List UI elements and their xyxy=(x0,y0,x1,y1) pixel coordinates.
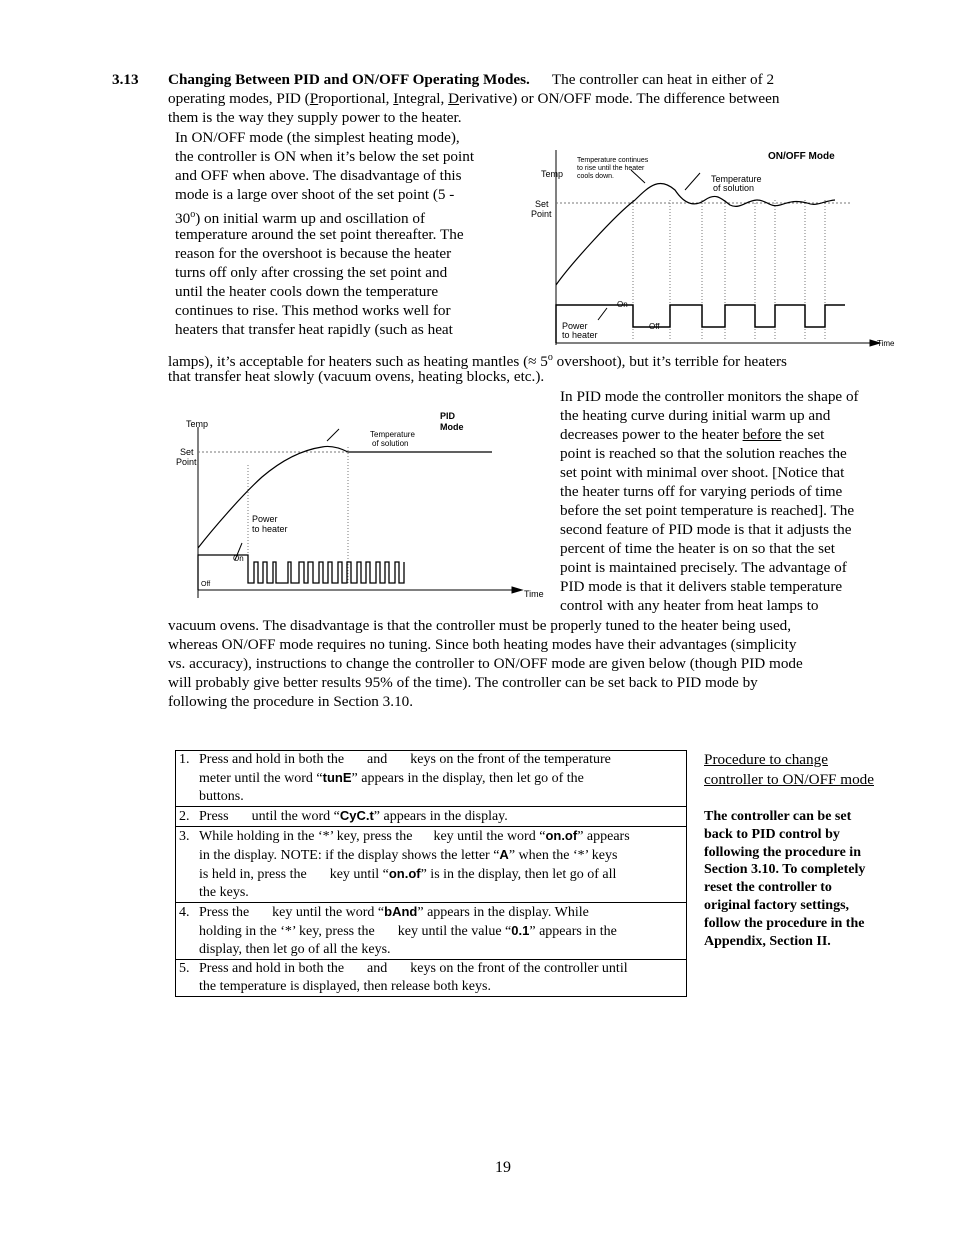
svg-text:Point: Point xyxy=(531,209,552,219)
svg-text:Temperature continues: Temperature continues xyxy=(577,157,649,164)
svg-text:On: On xyxy=(617,300,628,309)
svg-text:Off: Off xyxy=(201,581,211,588)
pid-temperature-curve xyxy=(198,446,492,548)
svg-text:Set: Set xyxy=(535,199,549,209)
section-number: 3.13 xyxy=(112,71,139,88)
sidebar-heading-2: controller to ON/OFF mode xyxy=(704,771,874,788)
section-heading xyxy=(112,70,139,89)
onoff-chart-title: ON/OFF Mode xyxy=(768,151,835,162)
svg-text:Temp: Temp xyxy=(541,169,564,179)
svg-text:PID: PID xyxy=(440,411,456,421)
svg-text:Off: Off xyxy=(649,322,660,331)
step-row-1: 1. Press and hold in both the and keys on the front of the temperature meter until the word “tunE” appears in the display, then let go of the buttons. xyxy=(176,751,687,807)
procedure-sidebar xyxy=(704,750,874,950)
onoff-power-wave xyxy=(556,305,845,343)
intro-text: The controller can heat in either of 2 xyxy=(551,71,775,88)
svg-text:Point: Point xyxy=(176,457,197,467)
svg-text:Set: Set xyxy=(180,447,194,457)
svg-text:of solution: of solution xyxy=(372,439,409,448)
sidebar-note: The controller can be set back to PID control by following the procedure in Section 3.10. To completely reset the controller to original factory settings, follow the procedure in the Appendix, Section II. xyxy=(704,809,866,949)
section-title-line xyxy=(168,70,774,89)
svg-text:Power: Power xyxy=(562,321,588,331)
section-title: Changing Between PID and ON/OFF Operating Modes. xyxy=(168,71,530,88)
svg-text:to heater: to heater xyxy=(562,330,598,340)
svg-text:Mode: Mode xyxy=(440,422,464,432)
svg-text:Power: Power xyxy=(252,514,278,524)
svg-text:Time: Time xyxy=(877,339,895,348)
page-number: 19 xyxy=(495,1159,511,1176)
onoff-temperature-curve xyxy=(556,183,835,285)
svg-text:Temperature: Temperature xyxy=(711,174,762,184)
onoff-mode-diagram xyxy=(525,145,905,350)
step-row-4: 4. Press the key until the word “bAnd” appears in the display. While holding in the ‘*’ key, press the key until the value “0.1” appears in the display, then let go of all the keys. xyxy=(176,903,687,960)
svg-text:Temperature: Temperature xyxy=(370,430,415,439)
svg-text:On: On xyxy=(233,554,244,563)
svg-text:Time: Time xyxy=(524,589,544,599)
intro-line-2: operating modes, PID (Proportional, Integral, Derivative) or ON/OFF mode. The difference between xyxy=(168,90,780,107)
svg-text:to heater: to heater xyxy=(252,524,288,534)
pid-power-wave xyxy=(198,555,404,590)
step-row-5: 5. Press and hold in both the and keys on the front of the controller until the temperature is displayed, then release both keys. xyxy=(176,960,687,997)
step-row-3: 3. While holding in the ‘*’ key, press the key until the word “on.of” appears in the display. NOTE: if the display shows the letter “A” when the ‘*’ keys is held in, press the key until “on.of” is in the display, then let go of all the keys. xyxy=(176,827,687,903)
svg-text:of solution: of solution xyxy=(713,183,755,193)
step-row-2: 2. Press until the word “CyC.t” appears in the display. xyxy=(176,807,687,827)
svg-text:to rise until the heater: to rise until the heater xyxy=(577,165,645,172)
pid-mode-diagram xyxy=(172,405,550,605)
sidebar-heading-1: Procedure to change xyxy=(704,751,828,768)
svg-text:cools down.: cools down. xyxy=(577,173,614,180)
procedure-steps-table xyxy=(175,750,687,997)
intro-line-3: them is the way they supply power to the heater. xyxy=(168,109,462,126)
svg-text:Temp: Temp xyxy=(186,419,209,429)
